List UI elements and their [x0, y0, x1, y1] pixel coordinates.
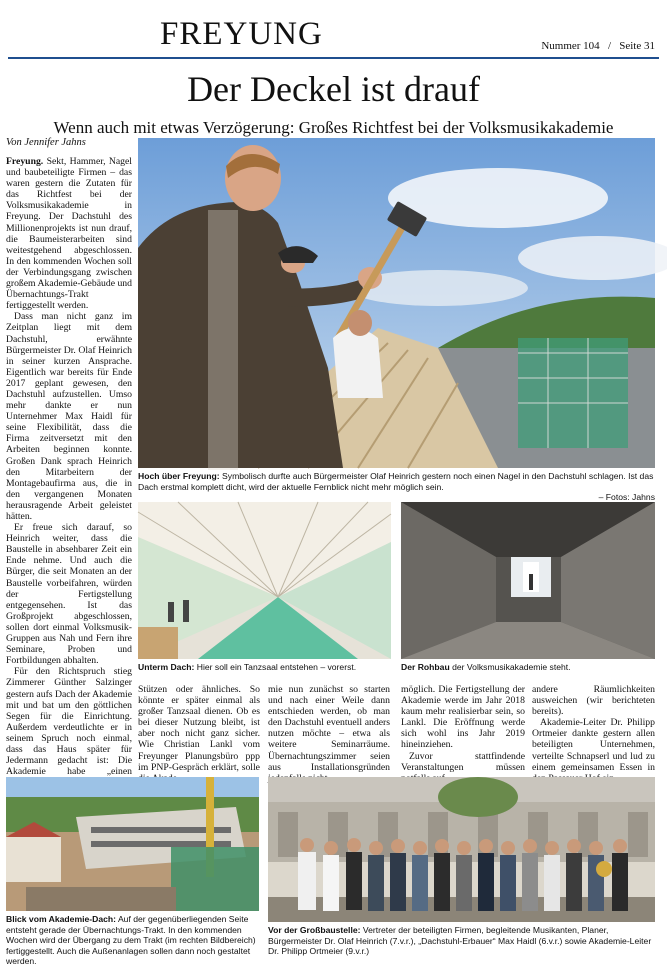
- caption-lead: Hoch über Freyung:: [138, 471, 220, 481]
- caption-text: Hier soll ein Tanzsaal entstehen – vorerst.: [196, 662, 357, 672]
- byline: Von Jennifer Jahns: [6, 137, 86, 148]
- caption-text: der Volksmusikakademie steht.: [452, 662, 571, 672]
- caption-lead: Blick vom Akademie-Dach:: [6, 914, 117, 924]
- headline: Der Deckel ist drauf: [187, 69, 480, 109]
- caption-lead: Vor der Großbaustelle:: [268, 925, 361, 935]
- paragraph: Stützen oder ähnliches. So könnte er später einmal als großer Tanzsaal dienen. Ob es bei dieser Nutzung bleibt, ist aber noch nicht ganz sicher. Wie Christian Lankl vom Freyunger Planungsbüro ppp im PNP-Gespräch erklärt, solle: [138, 684, 260, 773]
- article-column-5: [532, 684, 655, 772]
- paragraph: Zuvor stattfindende Veranstaltungen müssen: [401, 750, 525, 773]
- paragraph: mie nun zunächst so starten und nach einer Weile dann entschieden werden, ob man den Dachstuhl eventuell anders nutzen möchte – etwa als weitere Seminarräume. Übernachtungszimmer seien aus Installationsgründen: [268, 684, 390, 773]
- photo-gruppenbild: [268, 777, 655, 922]
- subheadline: Wenn auch mit etwas Verzögerung: Großes Richtfest bei der Volksmusikakademie: [53, 118, 614, 137]
- header-rule: [8, 57, 659, 59]
- article-column-2: [138, 684, 260, 772]
- photo-rohbau: [401, 502, 655, 659]
- article-column-1: [6, 156, 133, 778]
- issue-number: Nummer 104: [541, 40, 600, 52]
- caption-text: Symbolisch durfte auch Bürgermeister Olaf Heinrich gestern noch einen Nagel in den Dachstuhl schlagen. Ist das Dach erstmal komplett dicht, wird der aktuelle Fernblick nicht mehr möglich sein.: [138, 471, 654, 492]
- paragraph: Für den Richtspruch stieg Zimmerer Günther Salzinger gestern aufs Dach der Akademie mit und bat um den göttlichen Segen für die Einrichtung. Außerdem verdeutlichte er in seinem Spruch noch einmal, dass das Haus später für Jedermann gedacht ist: Die Akademie habe „einen: [6, 666, 132, 778]
- paragraph: andere Räumlichkeiten ausweichen (wir berichteten bereits).: [532, 684, 655, 718]
- caption-rohbau: [401, 662, 655, 673]
- caption-gruppenbild: [268, 925, 655, 957]
- paragraph: möglich. Die Fertigstellung der Akademie werde im Jahr 2018 kaum mehr realisierbar sein, so Lankl. Die Eröffnung werde sich wohl ins Jahr 2019 hineinziehen.: [401, 684, 525, 751]
- separator: /: [607, 40, 611, 52]
- issue-page-info: [541, 40, 655, 52]
- caption-unterm-dach: [138, 662, 391, 673]
- photo-unterm-dach: [138, 502, 391, 659]
- caption-blick: [6, 914, 259, 967]
- page-number: Seite 31: [619, 40, 655, 52]
- caption-lead: Unterm Dach:: [138, 662, 195, 672]
- section-title: FREYUNG: [160, 16, 323, 52]
- paragraph: Akademie-Leiter Dr. Philipp Ortmeier dankte gestern allen beteiligten Unternehmen, verteilte Schnapserl und lud zu einem gemeinsamen Essen in: [532, 717, 655, 773]
- photo-credit: – Fotos: Jahns: [598, 492, 655, 502]
- paragraph: Dass man nicht ganz im Zeitplan liegt mit dem Dachstuhl, erwähnte Bürgermeister Dr. Olaf Heinrich in seiner kurzen Ansprache. Eigentlich war bereits für Ende 2017 geplant gewesen, den Dachstuhl aufzustellen. Umso mehr dankte er nun Unternehmer Max Haidl für seine Flexibilität, dass die Firma zeitversetzt mit den Arbeiten beginnen konnte. Großen Dank sprach Heinrich den Mitarbeitern der Montagebaufirma aus, die in den vergangenen Monaten herausragende Arbeit geleistet hätten.: [6, 311, 132, 522]
- article-column-3: [268, 684, 390, 772]
- caption-text: Auf der gegenüberliegenden Seite entsteht gerade der Übernachtungs-Trakt. In den kommenden Wochen wird der Übergang zu dem Trakt (im rechten Bildbereich) fertiggestellt. Auch die Außenanlagen sollen dann noch gestaltet werden.: [6, 914, 256, 966]
- main-photo-richtfest: [138, 138, 655, 468]
- caption-text: Vertreter der beteiligten Firmen, begleitende Musikanten, Planer, Bürgermeister Dr. Olaf Heinrich (7.v.r.), „Dachstuhl-Erbauer“ Max Haidl (6.v.r.) sowie Akademie-Leiter Dr. Philipp Ortmeier (9.v.r.): [268, 925, 652, 956]
- photo-blick-vom-dach: [6, 777, 259, 911]
- caption-lead: Der Rohbau: [401, 662, 450, 672]
- paragraph: Freyung. Sekt, Hammer, Nagel und baubeteiligte Firmen – das waren gestern die Zutaten für das Richtfest bei der Volksmusikakademie in Freyung. Der Dachstuhl des Millionenprojekts ist nun drauf, die Baumeisterarbeiten sind weitestgehend abgeschlossen. In den kommenden Wochen soll der Verbindungsgang zwischen großem Akademie-Gebäude und Übernachtungs-Trakt fertiggestellt werden.: [6, 156, 133, 312]
- caption-main-photo: [138, 471, 655, 503]
- paragraph: Er freue sich darauf, so Heinrich weiter, dass die Baustelle in absehbarer Zeit ein Ende nehme. Und auch die Bürger, die seit Monaten an der Baustelle vorbeifahren, würden der Fertigstellung entgegensehen. Ist das Großprojekt abgeschlossen, sollen dort einmal Volksmusik-Gruppen aus Nah und Fern ihre Seminare, Proben und Fortbildungen abhalten.: [6, 522, 132, 667]
- article-column-4: [401, 684, 525, 772]
- dateline: Freyung.: [6, 156, 44, 167]
